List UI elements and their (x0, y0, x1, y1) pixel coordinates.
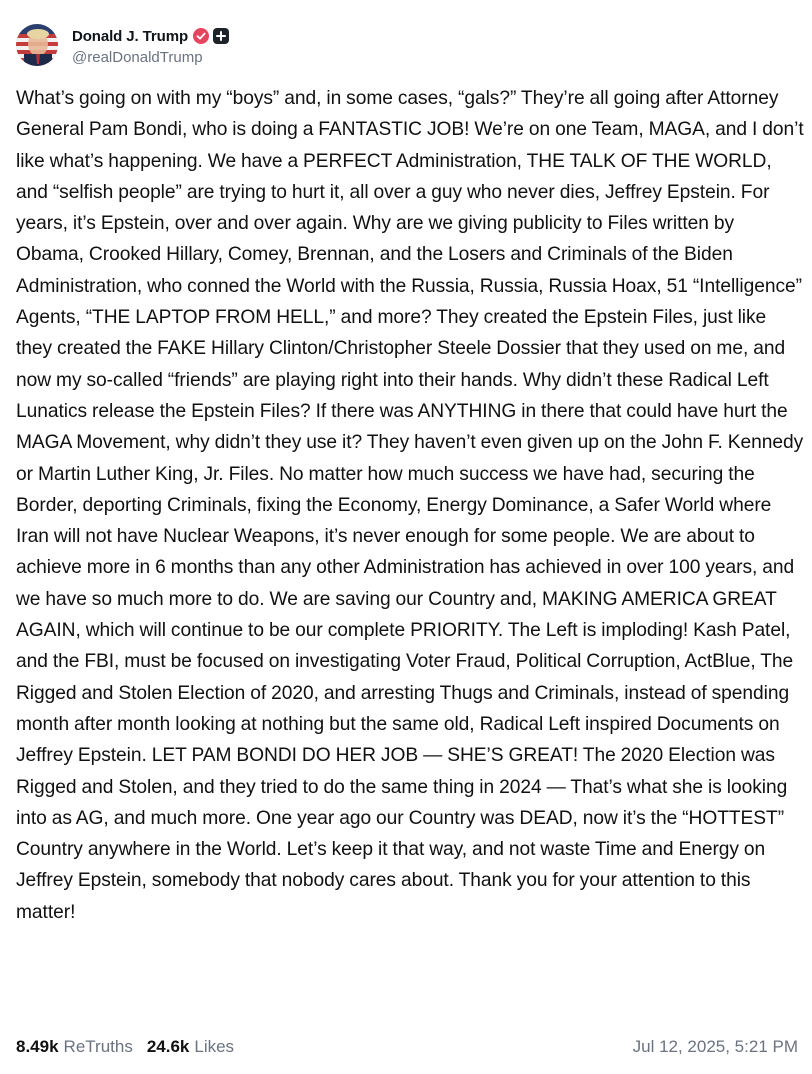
retruths-label: ReTruths (63, 1037, 133, 1056)
plus-badge-icon (213, 28, 229, 44)
display-name[interactable]: Donald J. Trump (72, 27, 189, 45)
post-text: What’s going on with my “boys” and, in some cases, “gals?” They’re all going after Attorney General Pam Bondi, who is doing a FANTASTIC JOB! We’re on one Team, MAGA, and I don’t like what’s happening. We have a PERFECT Administration, THE TALK OF THE WORLD, and “selfish people” are trying to hurt it, all over a guy who never dies, Jeffrey Epstein. For years, it’s Epstein, over and over again. Why are we giving publicity to Files written by Obama, Crooked Hillary, Comey, Brennan, and the Losers and Criminals of the Biden Administration, who conned the World with the Russia, Russia, Russia Hoax, 51 “Intelligence” Agents, “THE LAPTOP FROM HELL,” and more? They created the Epstein Files, just like they created the FAKE Hillary Clinton/Christopher Steele Dossier that they used on me, and now my so-called “friends” are playing right into their hands. Why didn’t these Radical Left Lunatics release the Epstein Files? If there was ANYTHING in there that could have hurt the MAGA Movement, why didn’t they use it? They haven’t even given up on the John F. Kennedy or Martin Luther King, Jr. Files. No matter how much success we have had, securing the Border, deporting Criminals, fixing the Economy, Energy Dominance, a Safer World where Iran will not have Nuclear Weapons, it’s never enough for some people. We are about to achieve more in 6 months than any other Administration has achieved in over 100 years, and we have so much more to do. We are saving our Country and, MAKING AMERICA GREAT AGAIN, which will continue to be our complete PRIORITY. The Left is imploding! Kash Patel, and the FBI, must be focused on investigating Voter Fraud, Political Corruption, ActBlue, The Rigged and Stolen Election of 2020, and arresting Thugs and Criminals, instead of spending month after month looking at nothing but the same old, Radical Left inspired Documents on Jeffrey Epstein. LET PAM BONDI DO HER JOB — SHE’S GREAT! The 2020 Election was Rigged and Stolen, and they tried to do the same thing in 2024 — That’s what she is looking into as AG, and much more. One year ago our Country was DEAD, now it’s the “HOTTEST” Country anywhere in the World. Let’s keep it that way, and not waste Time and Energy on Jeffrey Epstein, somebody that nobody cares about. Thank you for your attention to this matter! (16, 88, 804, 923)
likes-count: 24.6k (146, 1037, 190, 1056)
likes-stat[interactable] (147, 1037, 234, 1057)
post-footer (16, 1037, 798, 1057)
post-timestamp[interactable]: Jul 12, 2025, 5:21 PM (632, 1037, 798, 1056)
post-header (16, 24, 229, 66)
likes-label: Likes (194, 1037, 235, 1056)
profile-avatar-image (16, 24, 58, 66)
avatar[interactable] (16, 24, 58, 66)
author-identity (72, 24, 229, 66)
user-handle[interactable]: @realDonaldTrump (72, 49, 203, 66)
verified-badge-icon (193, 28, 209, 44)
name-row (72, 24, 229, 48)
retruths-stat[interactable] (16, 1037, 133, 1057)
retruths-count: 8.49k (16, 1037, 59, 1056)
